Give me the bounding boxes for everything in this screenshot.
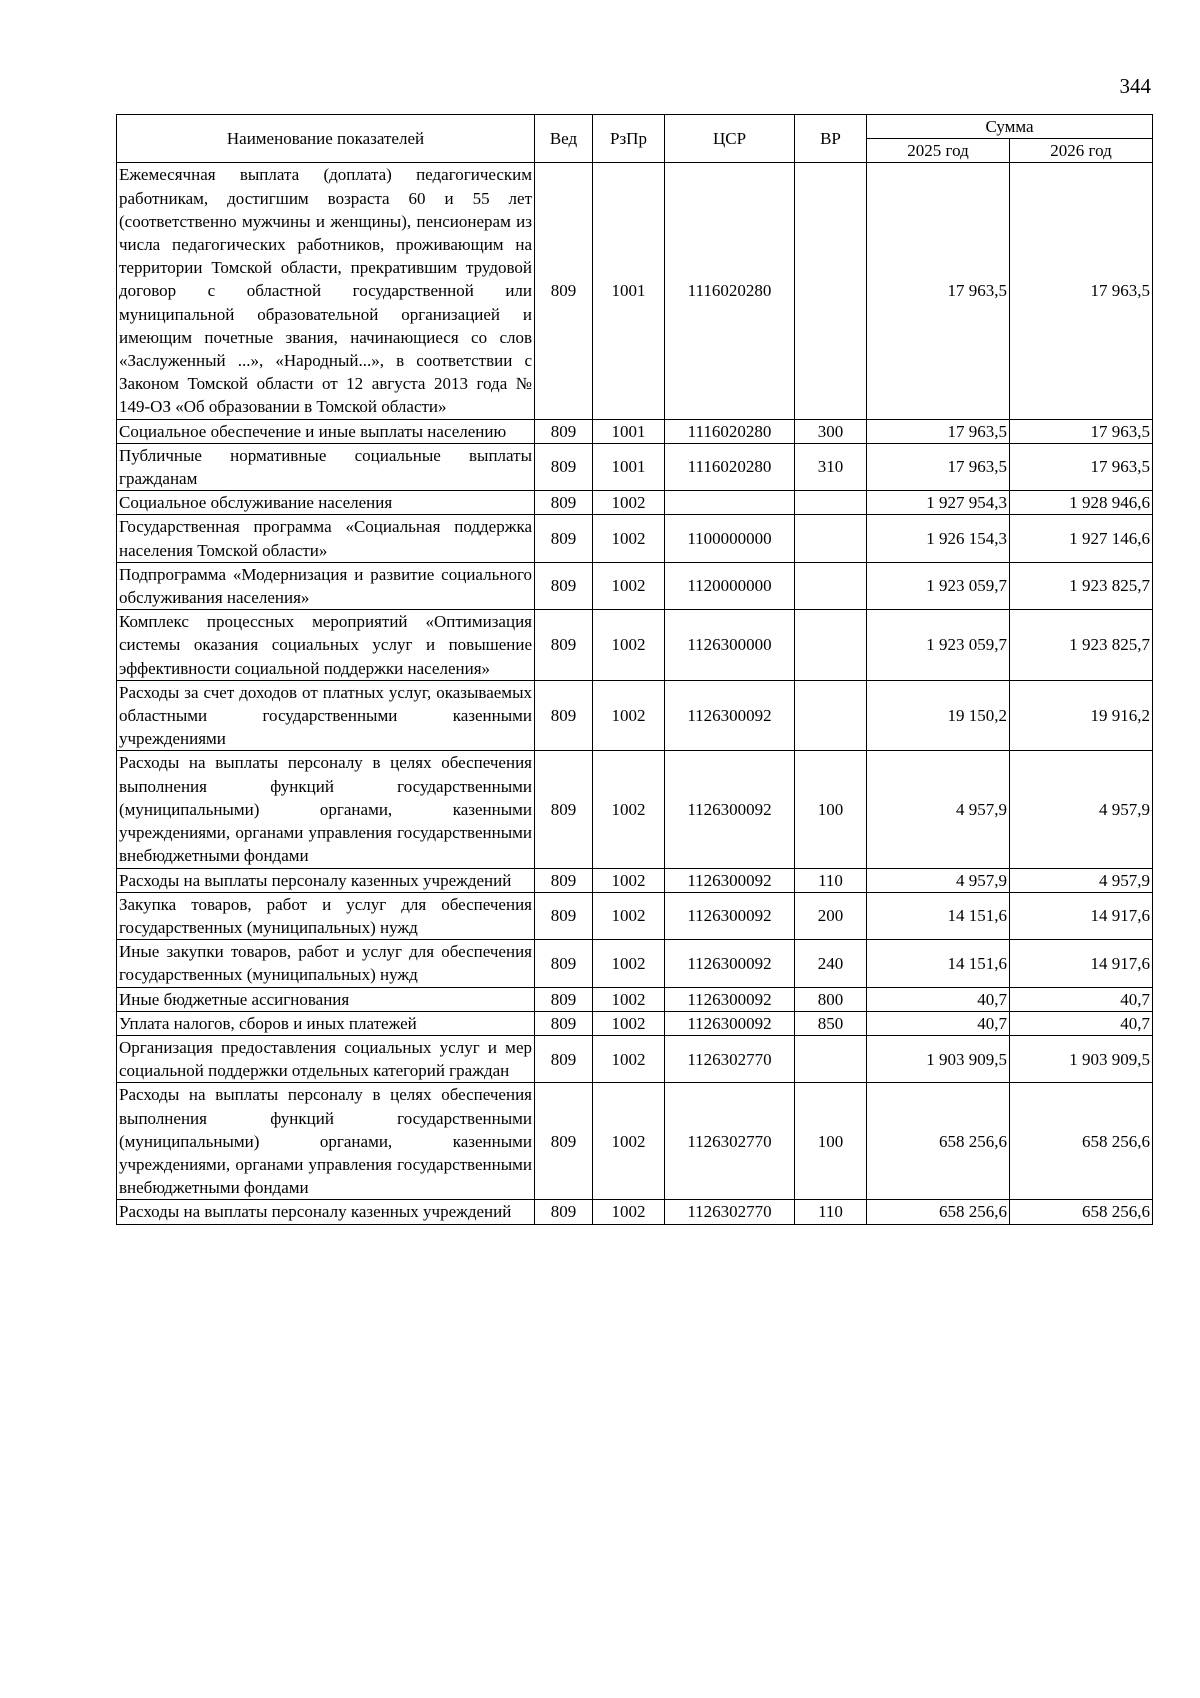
cell-csr: 1126300092 [665, 1011, 795, 1035]
page-number: 344 [1119, 74, 1151, 98]
cell-rzpr: 1002 [593, 1200, 665, 1224]
cell-2025: 4 957,9 [867, 868, 1010, 892]
cell-rzpr: 1002 [593, 987, 665, 1011]
cell-ved: 809 [535, 987, 593, 1011]
cell-csr: 1126300092 [665, 892, 795, 939]
cell-csr: 1126300092 [665, 940, 795, 987]
cell-name: Расходы за счет доходов от платных услуг, оказываемых областными государственными казенными учреждениями [117, 680, 535, 751]
cell-2025: 4 957,9 [867, 751, 1010, 868]
cell-name: Социальное обеспечение и иные выплаты населению [117, 419, 535, 443]
cell-ved: 809 [535, 680, 593, 751]
cell-ved: 809 [535, 1200, 593, 1224]
cell-name: Организация предоставления социальных услуг и мер социальной поддержки отдельных категорий граждан [117, 1035, 535, 1082]
cell-name: Публичные нормативные социальные выплаты гражданам [117, 443, 535, 490]
table-row [117, 751, 1153, 868]
cell-2025: 17 963,5 [867, 419, 1010, 443]
cell-csr: 1126302770 [665, 1083, 795, 1200]
cell-ved: 809 [535, 443, 593, 490]
cell-name: Государственная программа «Социальная поддержка населения Томской области» [117, 515, 535, 562]
header-year-2025: 2025 год [867, 139, 1010, 163]
cell-vr: 200 [795, 892, 867, 939]
table-row [117, 562, 1153, 609]
cell-ved: 809 [535, 562, 593, 609]
cell-2026: 4 957,9 [1010, 868, 1153, 892]
cell-ved: 809 [535, 419, 593, 443]
cell-rzpr: 1001 [593, 443, 665, 490]
cell-ved: 809 [535, 751, 593, 868]
cell-2025: 40,7 [867, 987, 1010, 1011]
cell-ved: 809 [535, 1035, 593, 1082]
cell-csr: 1120000000 [665, 562, 795, 609]
cell-ved: 809 [535, 1083, 593, 1200]
cell-ved: 809 [535, 940, 593, 987]
cell-ved: 809 [535, 892, 593, 939]
table-row [117, 868, 1153, 892]
table-row [117, 1011, 1153, 1035]
cell-csr: 1126302770 [665, 1200, 795, 1224]
cell-name: Расходы на выплаты персоналу казенных учреждений [117, 1200, 535, 1224]
cell-2025: 19 150,2 [867, 680, 1010, 751]
cell-2026: 40,7 [1010, 987, 1153, 1011]
cell-rzpr: 1002 [593, 892, 665, 939]
table-row [117, 610, 1153, 681]
cell-2026: 40,7 [1010, 1011, 1153, 1035]
cell-name: Ежемесячная выплата (доплата) педагогическим работникам, достигшим возраста 60 и 55 лет (соответственно мужчины и женщины), пенсионерам из числа педагогических работников, проживающим на территории Томской области, прекратившим трудовой договор с областной государственной или муниципальной образовательной организацией и имеющим почетные звания, начинающиеся со слов «Заслуженный ...», «Народный...», в соответствии с Законом Томской области от 12 августа 2013 года № 149-ОЗ «Об образовании в Томской области» [117, 163, 535, 419]
cell-ved: 809 [535, 868, 593, 892]
cell-vr: 110 [795, 868, 867, 892]
cell-csr: 1126300000 [665, 610, 795, 681]
cell-rzpr: 1001 [593, 163, 665, 419]
cell-name: Иные закупки товаров, работ и услуг для обеспечения государственных (муниципальных) нужд [117, 940, 535, 987]
table-row [117, 1200, 1153, 1224]
table-row [117, 163, 1153, 419]
table-row [117, 1083, 1153, 1200]
cell-csr [665, 491, 795, 515]
cell-vr [795, 610, 867, 681]
cell-name: Закупка товаров, работ и услуг для обеспечения государственных (муниципальных) нужд [117, 892, 535, 939]
table-row [117, 892, 1153, 939]
cell-rzpr: 1002 [593, 1035, 665, 1082]
cell-name: Подпрограмма «Модернизация и развитие социального обслуживания населения» [117, 562, 535, 609]
cell-2025: 1 923 059,7 [867, 610, 1010, 681]
cell-ved: 809 [535, 1011, 593, 1035]
cell-csr: 1126300092 [665, 680, 795, 751]
cell-ved: 809 [535, 491, 593, 515]
table-row [117, 419, 1153, 443]
cell-vr [795, 562, 867, 609]
cell-2026: 658 256,6 [1010, 1083, 1153, 1200]
cell-rzpr: 1001 [593, 419, 665, 443]
cell-2025: 1 926 154,3 [867, 515, 1010, 562]
cell-vr: 800 [795, 987, 867, 1011]
table-row [117, 1035, 1153, 1082]
cell-2025: 17 963,5 [867, 443, 1010, 490]
cell-rzpr: 1002 [593, 868, 665, 892]
table-header [117, 115, 1153, 163]
header-rzpr: РзПр [593, 115, 665, 163]
cell-rzpr: 1002 [593, 610, 665, 681]
cell-rzpr: 1002 [593, 491, 665, 515]
cell-2025: 14 151,6 [867, 892, 1010, 939]
table-row [117, 680, 1153, 751]
cell-ved: 809 [535, 515, 593, 562]
cell-rzpr: 1002 [593, 1011, 665, 1035]
cell-rzpr: 1002 [593, 562, 665, 609]
cell-name: Расходы на выплаты персоналу в целях обеспечения выполнения функций государственными (муниципальными) органами, казенными учреждениями, органами управления государственными внебюджетными фондами [117, 1083, 535, 1200]
header-sum: Сумма [867, 115, 1153, 139]
table-row [117, 515, 1153, 562]
cell-2026: 1 928 946,6 [1010, 491, 1153, 515]
cell-rzpr: 1002 [593, 1083, 665, 1200]
cell-name: Комплекс процессных мероприятий «Оптимизация системы оказания социальных услуг и повышение эффективности социальной поддержки населения» [117, 610, 535, 681]
cell-name: Расходы на выплаты персоналу казенных учреждений [117, 868, 535, 892]
cell-csr: 1126300092 [665, 868, 795, 892]
cell-2026: 17 963,5 [1010, 163, 1153, 419]
cell-2025: 14 151,6 [867, 940, 1010, 987]
cell-2025: 658 256,6 [867, 1200, 1010, 1224]
cell-vr [795, 680, 867, 751]
cell-csr: 1126300092 [665, 751, 795, 868]
cell-2026: 4 957,9 [1010, 751, 1153, 868]
header-ved: Вед [535, 115, 593, 163]
cell-2026: 658 256,6 [1010, 1200, 1153, 1224]
cell-name: Социальное обслуживание населения [117, 491, 535, 515]
cell-vr: 850 [795, 1011, 867, 1035]
cell-2025: 40,7 [867, 1011, 1010, 1035]
cell-vr [795, 163, 867, 419]
cell-csr: 1116020280 [665, 443, 795, 490]
cell-csr: 1126302770 [665, 1035, 795, 1082]
cell-rzpr: 1002 [593, 940, 665, 987]
table-row [117, 491, 1153, 515]
cell-vr: 110 [795, 1200, 867, 1224]
cell-vr: 300 [795, 419, 867, 443]
table-row [117, 940, 1153, 987]
cell-csr: 1116020280 [665, 419, 795, 443]
header-year-2026: 2026 год [1010, 139, 1153, 163]
cell-csr: 1116020280 [665, 163, 795, 419]
cell-2026: 14 917,6 [1010, 940, 1153, 987]
cell-vr [795, 491, 867, 515]
header-name: Наименование показателей [117, 115, 535, 163]
table-body [117, 163, 1153, 1224]
cell-2025: 1 927 954,3 [867, 491, 1010, 515]
cell-2026: 17 963,5 [1010, 443, 1153, 490]
cell-name: Расходы на выплаты персоналу в целях обеспечения выполнения функций государственными (муниципальными) органами, казенными учреждениями, органами управления государственными внебюджетными фондами [117, 751, 535, 868]
cell-vr: 310 [795, 443, 867, 490]
cell-vr [795, 1035, 867, 1082]
header-csr: ЦСР [665, 115, 795, 163]
cell-rzpr: 1002 [593, 680, 665, 751]
cell-2025: 658 256,6 [867, 1083, 1010, 1200]
cell-rzpr: 1002 [593, 515, 665, 562]
cell-2026: 1 923 825,7 [1010, 562, 1153, 609]
cell-name: Иные бюджетные ассигнования [117, 987, 535, 1011]
cell-vr: 100 [795, 1083, 867, 1200]
table-row [117, 443, 1153, 490]
cell-2026: 1 927 146,6 [1010, 515, 1153, 562]
cell-2026: 19 916,2 [1010, 680, 1153, 751]
header-vr: ВР [795, 115, 867, 163]
cell-2025: 17 963,5 [867, 163, 1010, 419]
cell-2025: 1 923 059,7 [867, 562, 1010, 609]
cell-vr: 100 [795, 751, 867, 868]
cell-2026: 1 903 909,5 [1010, 1035, 1153, 1082]
cell-ved: 809 [535, 163, 593, 419]
cell-rzpr: 1002 [593, 751, 665, 868]
table-row [117, 987, 1153, 1011]
budget-table [116, 114, 1153, 1225]
cell-ved: 809 [535, 610, 593, 681]
cell-2026: 17 963,5 [1010, 419, 1153, 443]
cell-csr: 1126300092 [665, 987, 795, 1011]
cell-name: Уплата налогов, сборов и иных платежей [117, 1011, 535, 1035]
cell-2026: 1 923 825,7 [1010, 610, 1153, 681]
cell-2026: 14 917,6 [1010, 892, 1153, 939]
cell-csr: 1100000000 [665, 515, 795, 562]
cell-2025: 1 903 909,5 [867, 1035, 1010, 1082]
cell-vr: 240 [795, 940, 867, 987]
cell-vr [795, 515, 867, 562]
